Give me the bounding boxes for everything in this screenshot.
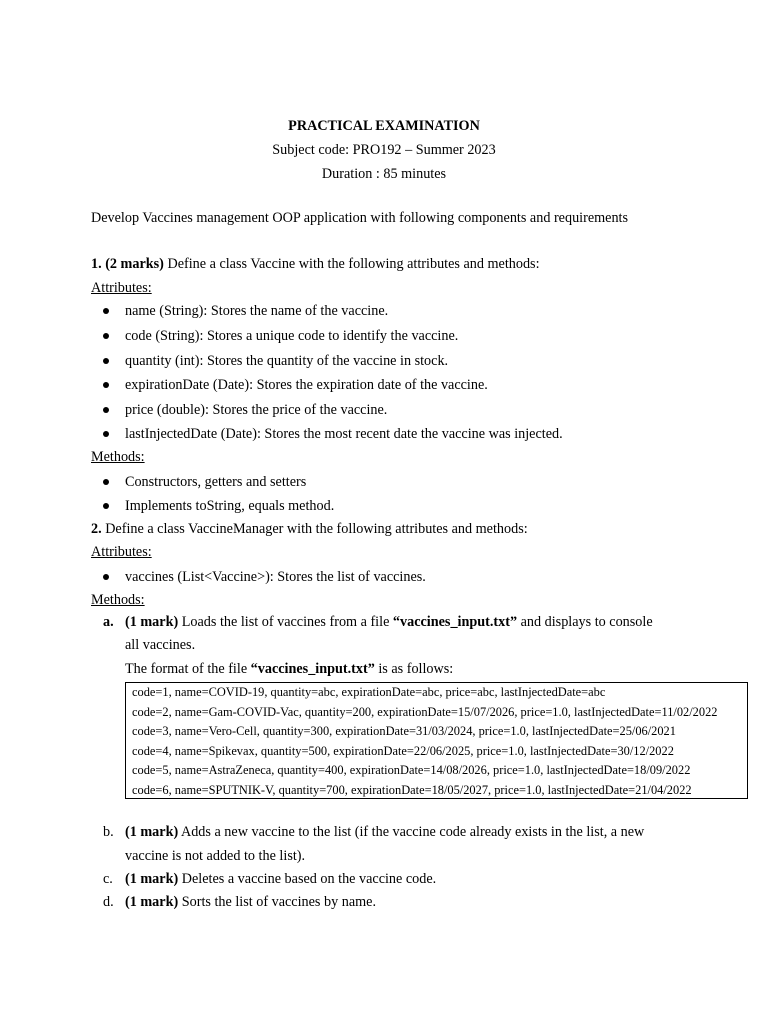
question-1-marks: 1. (2 marks) [91,256,164,272]
q1-attribute-item: expirationDate (Date): Stores the expiration date of the vaccine. [125,377,488,393]
bullet-icon [103,407,109,413]
q1-method-item: Constructors, getters and setters [125,474,307,490]
item-c-marker: c. [103,871,113,887]
bullet-icon [103,382,109,388]
bullet-icon [103,333,109,339]
item-a-marks: (1 mark) [125,614,179,630]
item-b-line-1 [125,820,644,844]
q1-attributes-label: Attributes: [91,280,152,296]
question-1 [91,252,540,276]
file-line: code=1, name=COVID-19, quantity=abc, expirationDate=abc, price=abc, lastInjectedDate=abc [132,685,606,699]
subject-code: Subject code: PRO192 – Summer 2023 [272,142,496,158]
item-c-line [125,867,436,891]
duration: Duration : 85 minutes [321,166,447,182]
item-a-line-1 [125,610,653,634]
item-b-marker: b. [103,824,114,840]
item-d-line [125,890,376,914]
q2-attributes-label: Attributes: [91,544,152,560]
item-b-line-2: vaccine is not added to the list). [125,848,306,864]
item-c-text: Deletes a vaccine based on the vaccine code. [178,871,437,887]
exam-title: PRACTICAL EXAMINATION [288,118,480,134]
q1-attribute-item: code (String): Stores a unique code to identify the vaccine. [125,328,459,344]
q1-method-item: Implements toString, equals method. [125,498,335,514]
question-2-text: Define a class VaccineManager with the following attributes and methods: [101,521,528,537]
item-a-file: “vaccines_input.txt” [392,614,518,630]
bullet-icon [103,503,109,509]
question-2-number: 2. [91,521,102,537]
item-b-marks: (1 mark) [125,824,179,840]
item-d-text: Sorts the list of vaccines by name. [178,894,376,910]
q1-attribute-item: price (double): Stores the price of the vaccine. [125,402,388,418]
format-file: “vaccines_input.txt” [250,661,375,677]
file-line: code=4, name=Spikevax, quantity=500, expirationDate=22/06/2025, price=1.0, lastInjectedDate=30/12/2022 [132,743,674,758]
item-a-format-line [125,657,453,681]
intro-text: Develop Vaccines management OOP application with following components and requirements [91,210,629,226]
file-format-box [125,682,748,799]
format-text: The format of the file [125,661,251,677]
item-c-marks: (1 mark) [125,871,179,887]
q2-attribute-item: vaccines (List<Vaccine>): Stores the list of vaccines. [125,569,426,585]
file-line: code=2, name=Gam-COVID-Vac, quantity=200, expirationDate=15/07/2026, price=1.0, lastInjectedDate=11/02/2022 [132,704,718,719]
format-text-2: is as follows: [374,661,454,677]
q1-attribute-item: name (String): Stores the name of the vaccine. [125,303,389,319]
q1-attribute-item: lastInjectedDate (Date): Stores the most recent date the vaccine was injected. [125,426,563,442]
bullet-icon [103,479,109,485]
bullet-icon [103,308,109,314]
exam-header [0,114,768,186]
item-a-line-2: all vaccines. [125,637,196,653]
q1-methods-label: Methods: [91,449,145,465]
bullet-icon [103,431,109,437]
item-a-text: Loads the list of vaccines from a file [178,614,393,630]
bullet-icon [103,574,109,580]
item-a-text-2: and displays to console [517,614,653,630]
item-b-text: Adds a new vaccine to the list (if the vaccine code already exists in the list, a new [178,824,645,840]
file-line: code=5, name=AstraZeneca, quantity=400, expirationDate=14/08/2026, price=1.0, lastInjectedDate=18/09/2022 [132,763,691,777]
item-a-marker: a. [103,614,114,630]
q2-methods-label: Methods: [91,592,145,608]
question-1-text: Define a class Vaccine with the following attributes and methods: [163,256,540,272]
file-line: code=6, name=SPUTNIK-V, quantity=700, expirationDate=18/05/2027, price=1.0, lastInjectedDate=21/04/2022 [132,782,692,797]
q1-attribute-item: quantity (int): Stores the quantity of the vaccine in stock. [125,353,449,369]
bullet-icon [103,358,109,364]
item-d-marker: d. [103,894,114,910]
file-line: code=3, name=Vero-Cell, quantity=300, expirationDate=31/03/2024, price=1.0, lastInjectedDate=25/06/2021 [132,724,676,738]
question-2 [91,517,528,541]
item-d-marks: (1 mark) [125,894,179,910]
